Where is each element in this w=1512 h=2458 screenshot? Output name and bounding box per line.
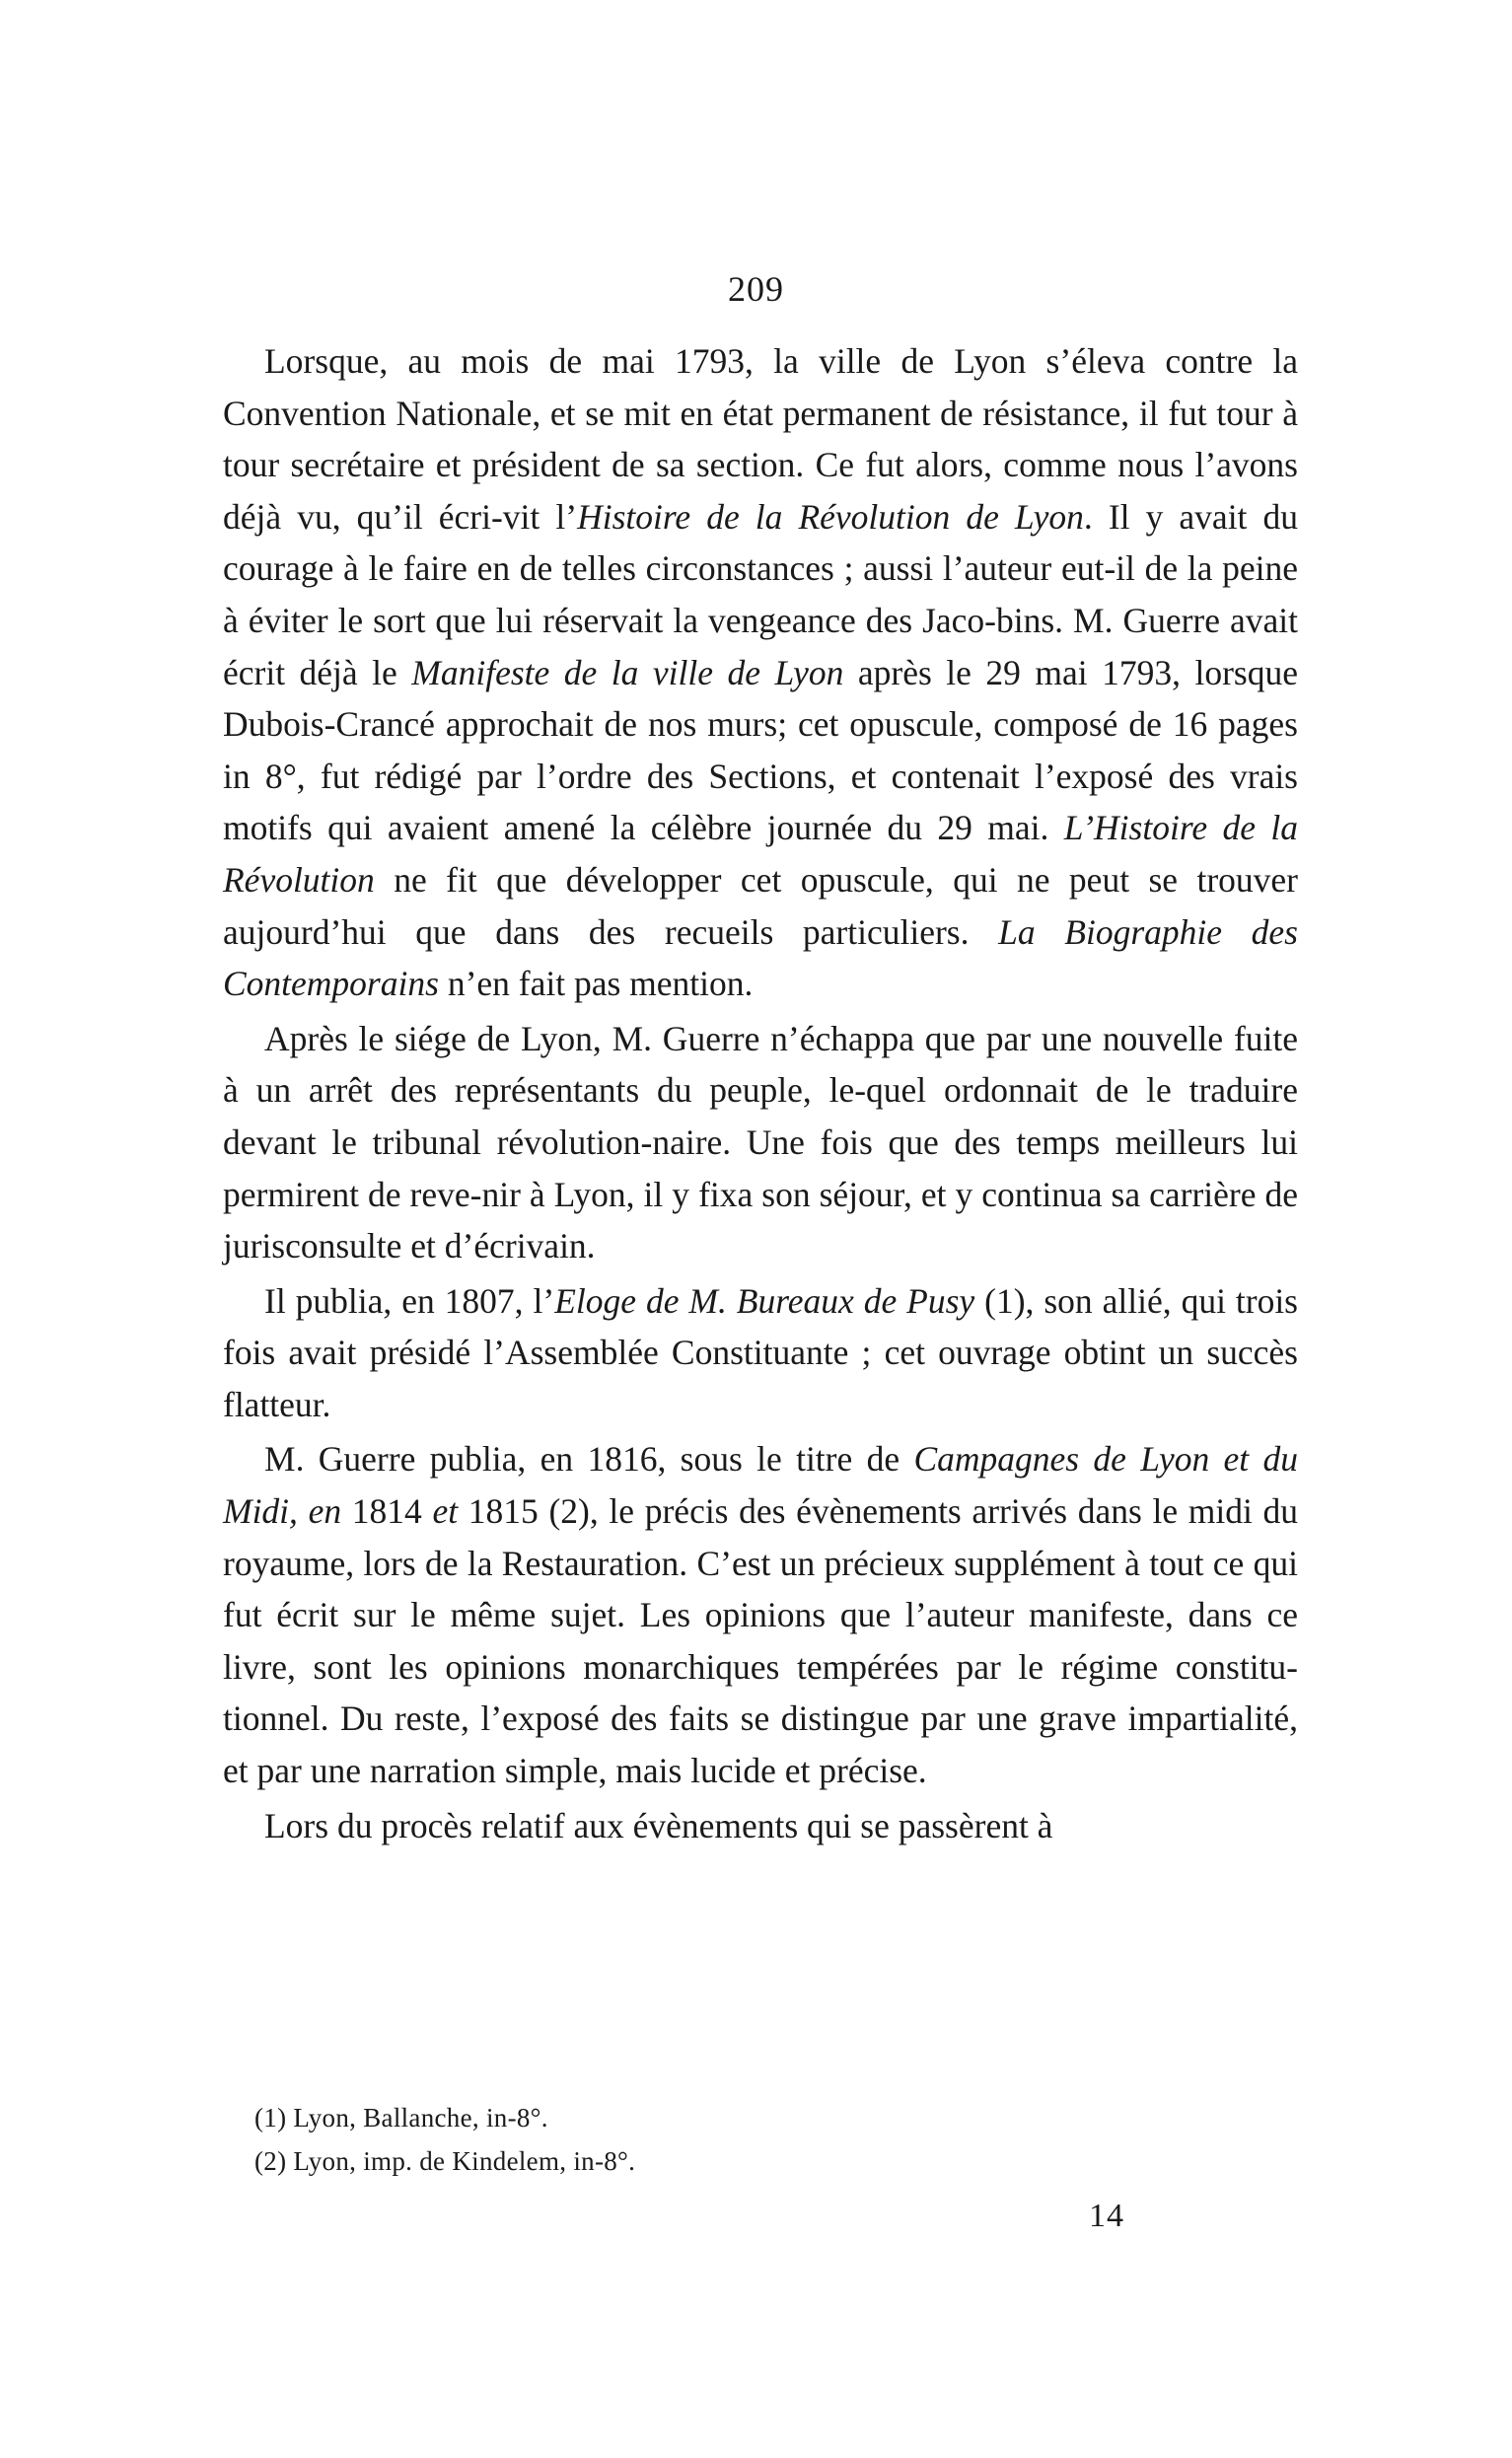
book-title-eloge: Eloge de M. Bureaux de Pusy [554, 1280, 975, 1321]
text-segment: 1815 (2), le précis des évènements arrivés dans le midi du royaume, lors de la Restauration. C’est un précieux supplément à tout ce qui fut écrit sur le même sujet. Les opinions que l’auteur manifeste, dans ce livre, sont les opinions monarchiques tempérées par le régime constitu-tionnel. Du reste, l’exposé des faits se distingue par une grave impartialité, et par une narration simple, mais lucide et précise. [223, 1491, 1299, 1791]
text-segment: (1), son allié, qui trois fois avait présidé l’Assemblée Constituante ; cet ouvrage obtint un succès flatteur. [223, 1280, 1299, 1424]
text-segment: Il publia, en 1807, l’ [264, 1280, 555, 1321]
footnote-2: (2) Lyon, imp. de Kindelem, in-8°. [254, 2146, 636, 2176]
paragraph-5 [223, 1800, 1298, 1852]
paragraph-3 [223, 1275, 1298, 1431]
paragraph-1 [223, 335, 1298, 1010]
text-segment: ne fit que développer cet opuscule, qui ne peut se trouver aujourd’hui que dans des recueils particuliers. [223, 859, 1298, 952]
text-segment: Après le siége de Lyon, M. Guerre n’échappa que par une nouvelle fuite à un arrêt des représentants du peuple, le-quel ordonnait de le traduire devant le tribunal révolution-naire. Une fois que des temps meilleurs lui permirent de reve-nir à Lyon, il y fixa son séjour, et y continua sa carrière de jurisconsulte et d’écrivain. [223, 1018, 1298, 1266]
book-title-histoire-revolution: L’Histoire de la Révolution [223, 808, 1298, 900]
book-title-campagnes-et: et [432, 1491, 459, 1532]
book-title-campagnes: Campagnes de Lyon et du Midi, en [223, 1439, 1298, 1532]
paragraph-2 [223, 1013, 1298, 1272]
book-title-manifeste: Manifeste de la ville de Lyon [411, 652, 844, 692]
text-segment: M. Guerre publia, en 1816, sous le titre de [264, 1439, 914, 1480]
text-segment: Lorsque, au mois de mai 1793, la ville de Lyon s’éleva contre la Convention Nationale, et se mit en état permanent de résistance, il fut tour à tour secrétaire et président de sa section. Ce fut alors, comme nous l’avons déjà vu, qu’il écri-vit l’ [223, 341, 1298, 537]
signature-mark: 14 [1089, 2198, 1124, 2234]
footnotes [254, 2096, 1142, 2183]
book-title-histoire: Histoire de la Révolution de Lyon [577, 496, 1084, 537]
footnote-1: (1) Lyon, Ballanche, in-8°. [254, 2103, 548, 2133]
text-segment: Lors du procès relatif aux évènements qui se passèrent à [264, 1805, 1053, 1845]
text-segment: 1814 [341, 1491, 433, 1532]
body-text [223, 335, 1298, 1851]
text-segment: n’en fait pas mention. [438, 964, 754, 1004]
page-number: 209 [728, 269, 784, 309]
text-segment: . Il y avait du courage à le faire en de telles circonstances ; aussi l’auteur eut-il de la peine à éviter le sort que lui réservait la vengeance des Jaco-bins. M. Guerre avait écrit déjà le [223, 496, 1298, 692]
paragraph-4 [223, 1433, 1298, 1796]
text-segment: après le 29 mai 1793, lorsque Dubois-Crancé approchait de nos murs; cet opuscule, composé de 16 pages in 8°, fut rédigé par l’ordre des Sections, et contenait l’exposé des vrais motifs qui avaient amené la célèbre journée du 29 mai. [223, 652, 1298, 848]
book-title-biographie: La Biographie des Contemporains [223, 911, 1298, 1004]
